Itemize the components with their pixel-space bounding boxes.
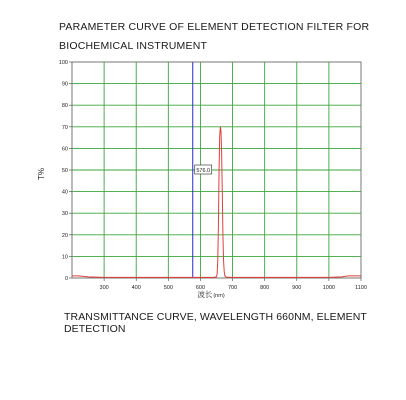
chart-title-line-1: PARAMETER CURVE OF ELEMENT DETECTION FILTER FOR	[59, 21, 370, 33]
x-axis-ticks	[100, 278, 367, 291]
x-tick-label: 600	[195, 285, 206, 291]
y-tick-label: 100	[58, 60, 68, 66]
chart-title-line-2: BIOCHEMICAL INSTRUMENT	[59, 40, 208, 52]
x-tick-label: 1100	[355, 285, 367, 291]
x-axis-label: 波长(nm)	[197, 290, 225, 299]
y-tick-label: 90	[61, 81, 68, 88]
y-tick-label: 10	[61, 254, 68, 261]
y-tick-label: 20	[61, 232, 68, 239]
y-tick-label: 40	[61, 189, 68, 196]
x-tick-label: 500	[163, 285, 173, 291]
y-tick-label: 70	[61, 124, 68, 131]
x-tick-label: 700	[227, 285, 238, 291]
y-tick-label: 0	[64, 276, 68, 282]
y-tick-label: 80	[61, 103, 68, 110]
y-tick-label: 30	[61, 211, 68, 218]
y-axis-label: T%	[37, 168, 46, 180]
y-tick-label: 50	[61, 168, 68, 174]
x-tick-label: 800	[260, 285, 270, 291]
x-tick-label: 900	[292, 285, 302, 291]
y-axis-ticks	[59, 60, 72, 282]
y-tick-label: 60	[61, 146, 68, 153]
x-tick-label: 1000	[322, 285, 336, 291]
cursor-value-label: 576.0	[196, 168, 211, 174]
chart-caption: TRANSMITTANCE CURVE, WAVELENGTH 660NM, ELEMENT DETECTION	[64, 311, 367, 335]
x-tick-label: 400	[131, 285, 141, 291]
x-tick-label: 300	[99, 285, 109, 291]
